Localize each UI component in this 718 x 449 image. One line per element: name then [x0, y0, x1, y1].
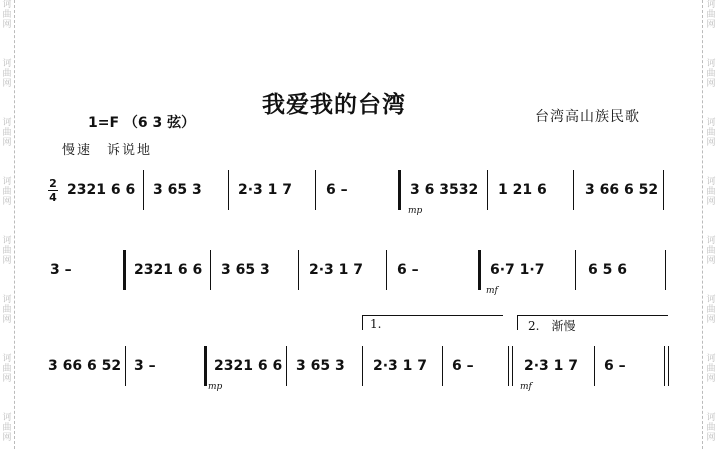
measure: 3 –: [134, 358, 156, 374]
bar-line: [663, 170, 664, 210]
final-bar: [664, 346, 669, 386]
measure: 3 65 3: [296, 358, 345, 374]
repeat-start-bar: [478, 250, 485, 290]
right-margin-watermark: 诃 曲 网 诃 曲 网 诃 曲 网 诃 曲 网 诃 曲 网 诃 曲 网 诃 曲 网 诃 曲 网: [706, 0, 716, 443]
time-signature-top: 2: [49, 177, 57, 190]
bar-line: [298, 250, 299, 290]
key-signature: 1=F （6 3 弦）: [88, 115, 196, 131]
tempo-marking: 慢速 诉说地: [62, 143, 153, 158]
dynamic-marking: mp: [208, 382, 223, 392]
measure: 3 65 3: [221, 262, 270, 278]
measure: 6 –: [604, 358, 626, 374]
bar-line: [386, 250, 387, 290]
dynamic-marking: mf: [520, 382, 532, 392]
bar-line: [143, 170, 144, 210]
time-signature: [48, 178, 58, 203]
bar-line: [315, 170, 316, 210]
bar-line: [228, 170, 229, 210]
bar-line: [573, 170, 574, 210]
measure: 1 21 6: [498, 182, 547, 198]
measure: 2321 6 6: [214, 358, 283, 374]
repeat-start-bar: [123, 250, 130, 290]
measure: 3 –: [50, 262, 72, 278]
first-ending-label: 1.: [370, 317, 382, 331]
song-title: 我爱我的台湾: [262, 92, 406, 118]
measure: 2321 6 6: [67, 182, 136, 198]
measure: 2·3 1 7: [238, 182, 293, 198]
measure: 6 –: [326, 182, 348, 198]
measure: 6 –: [452, 358, 474, 374]
measure: 3 6 3532: [410, 182, 479, 198]
measure: 6 –: [397, 262, 419, 278]
bar-line: [442, 346, 443, 386]
bar-line: [487, 170, 488, 210]
left-margin-watermark: 诃 曲 网 诃 曲 网 诃 曲 网 诃 曲 网 诃 曲 网 诃 曲 网 诃 曲 网 诃 曲 网: [2, 0, 12, 443]
measure: 2·3 1 7: [373, 358, 428, 374]
repeat-end-bar: [508, 346, 513, 386]
dynamic-marking: mp: [408, 206, 423, 216]
repeat-start-bar: [398, 170, 405, 210]
right-margin-line: [702, 0, 703, 449]
bar-line: [362, 346, 363, 386]
measure: 2·3 1 7: [524, 358, 579, 374]
measure: 6·7 1·7: [490, 262, 545, 278]
measure: 3 65 3: [153, 182, 202, 198]
bar-line: [210, 250, 211, 290]
measure: 6 5 6: [588, 262, 627, 278]
measure: 3 66 6 52: [48, 358, 122, 374]
first-ending-bracket: [362, 315, 503, 330]
left-margin-line: [14, 0, 15, 449]
measure: 2·3 1 7: [309, 262, 364, 278]
measure: 2321 6 6: [134, 262, 203, 278]
second-ending-label: 2. 渐慢: [528, 319, 576, 333]
bar-line: [594, 346, 595, 386]
repeat-start-bar: [204, 346, 211, 386]
measure: 3 66 6 52: [585, 182, 659, 198]
bar-line: [125, 346, 126, 386]
bar-line: [286, 346, 287, 386]
time-signature-bottom: 4: [49, 191, 57, 204]
song-source: 台湾高山族民歌: [535, 109, 640, 125]
dynamic-marking: mf: [486, 286, 498, 296]
bar-line: [575, 250, 576, 290]
bar-line: [665, 250, 666, 290]
